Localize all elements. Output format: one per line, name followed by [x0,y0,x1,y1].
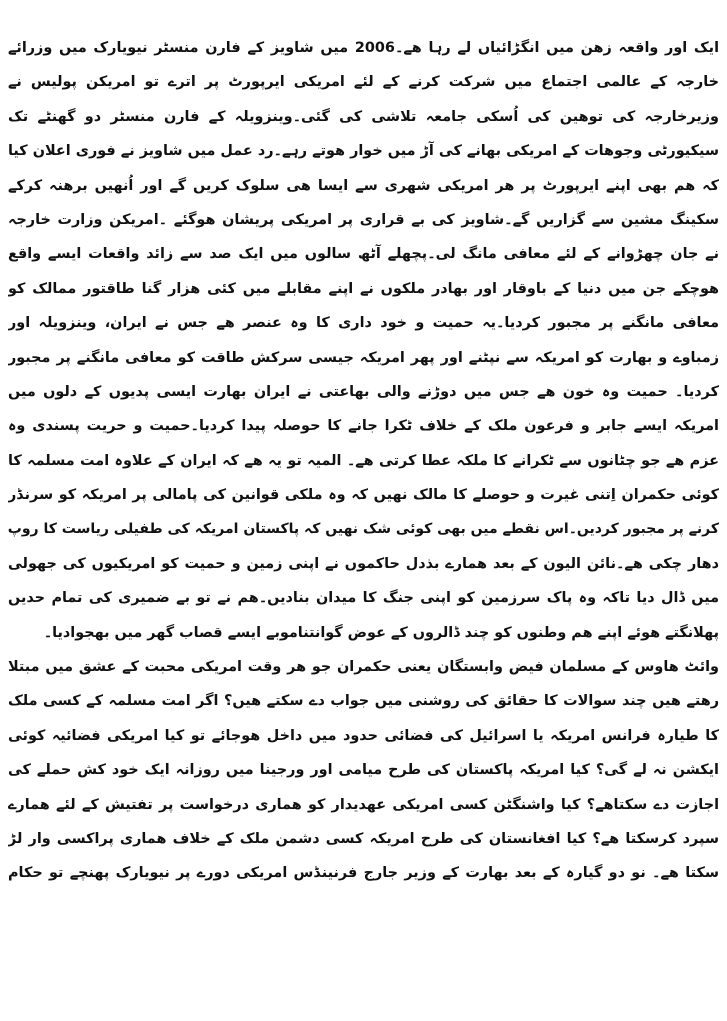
text-line: کا طیارہ فرانس امریکہ یا اسرائیل کی فضائی حدود میں داخل ھوجائے تو کیا امریکی فضائیہ کوئی [8,727,719,744]
text-line: وزیرخارجہ کی توھین کی اُسکی جامعہ تلاشی کی گئی۔وینزویلہ کے فارن منسٹر دو گھنٹے تک [8,108,719,125]
text-line: سپرد کرسکتا ھے؟ کیا افغانستان کی طرح امریکہ کسی دشمن ملک کے خلاف ھماری پراکسی وار لڑ [8,830,719,847]
text-line: سکتا ھے۔ نو دو گیارہ کے بعد بھارت کے وزیر جارج فرنینڈس امریکی دورے پر نیویارک پھنچے تو حکام [8,865,719,882]
text-line: میں ڈال دیا تاکہ وہ پاک سرزمین کو اپنی جنگ کا میدان بنادیں۔ھم نے تو بے ضمیری کی تمام حدیں [8,590,719,607]
text-line: امریکہ ایسے جابر و فرعون ملک کے خلاف ٹکرا جانے کا حوصلہ پیدا کردیا۔حمیت و حریت پسندی وہ [8,418,719,435]
text-line: ھوچکے جن میں دنیا کے باوقار اور بھادر ملکوں نے اپنے مقابلے میں کئی ھزار گنا طاقتور ممالک کو [8,280,719,297]
text-line: کرنے پر مجبور کردیں۔اس نقطے میں بھی کوئی شک نھیں کہ پاکستان امریکہ کی طفیلی ریاست کا روپ [8,521,719,538]
text-line: سکینگ مشین سے گزاریں گے۔شاویز کی بے قراری پر امریکی پریشان ھوگئے ۔امریکن وزارت خارجہ [8,211,719,228]
text-line: معافی مانگنے پر مجبور کردیا۔یہ حمیت و خود داری کا وہ عنصر ھے جس نے ایران، وینزویلہ اور [8,315,719,332]
text-line: خارجہ کے عالمی اجتماع میں شرکت کرنے کے لئے امریکی ایرپورٹ پر اترے تو امریکن پولیس نے [8,74,719,91]
text-line: نے جان چھڑوانے کے لئے معافی مانگ لی۔پچھلے آٹھ سالوں میں ایک صد سے زائد واقعات ایسے واقع [8,246,719,263]
text-line: ایکشن نہ لے گی؟ کیا امریکہ پاکستان کی طرح میامی اور ورجینا میں روزانہ ایک خود کش حملے کی [8,762,719,779]
text-line: کہ ھم بھی اپنے ایرپورٹ پر ھر امریکی شھری سے ایسا ھی سلوک کریں گے اور اُنھیں برھنہ کرکے [8,177,719,194]
text-line: زمباوے و بھارت کو امریکہ سے نپٹنے اور پھر امریکہ جیسی سرکش طاقت کو معافی مانگنے پر مجبور [8,349,719,366]
text-line: پھلانگتے ھوئے اپنے ھم وطنوں کو چند ڈالروں کے عوض گوانتناموبے ایسے قصاب گھر میں بھجوادیا۔ [43,624,719,641]
text-line: کوئی حکمران اِتنی غیرت و حوصلے کا مالک نھیں کہ وہ ملکی قوانین کی پامالی پر امریکہ کو سرنڈر [8,487,719,504]
text-line: دھار چکی ھے۔نائن الیون کے بعد ھمارے بذدل حاکموں نے اپنی زمین و حمیت کو امریکیوں کی جھولی [8,555,719,572]
text-line: ایک اور واقعہ زھن میں انگڑائیاں لے رہا ھے۔2006 میں شاویز کے فارن منسٹر نیویارک میں وزرائے [8,40,719,56]
text-line: عزم ھے جو چٹانوں سے ٹکرانے کا ملکہ عطا کرتی ھے۔ المیہ تو یہ ھے کہ ایران کے علاوہ امت مسلمہ کا [8,452,719,469]
text-line: کردیا۔ حمیت وہ خون ھے جس میں دوڑنے والی بھاعتی نے ایران بھارت ایسی پدیوں کے دلوں میں [8,383,719,400]
text-line: سیکیورٹی وجوھات کے امریکی بھانے کی آڑ میں خوار ھوتے رہے۔رد عمل میں شاویز نے فوری اعلان کیا [8,143,719,160]
document-page [8,31,719,891]
text-line: اجازت دے سکتاھے؟ کیا واشنگٹن کسی امریکی عھدیدار کو ھماری درخواست پر تفتیش کے لئے ھمارے [8,796,719,813]
text-line: رھتے ھیں چند سوالات کا حقائق کی روشنی میں جواب دے سکتے ھیں؟ اگر امت مسلمہ کے کسی ملک [8,693,719,710]
text-line: وائٹ ھاوس کے مسلمان فیض وابستگان یعنی حکمران جو ھر وقت امریکی محبت کے عشق میں مبتلا [8,659,719,676]
